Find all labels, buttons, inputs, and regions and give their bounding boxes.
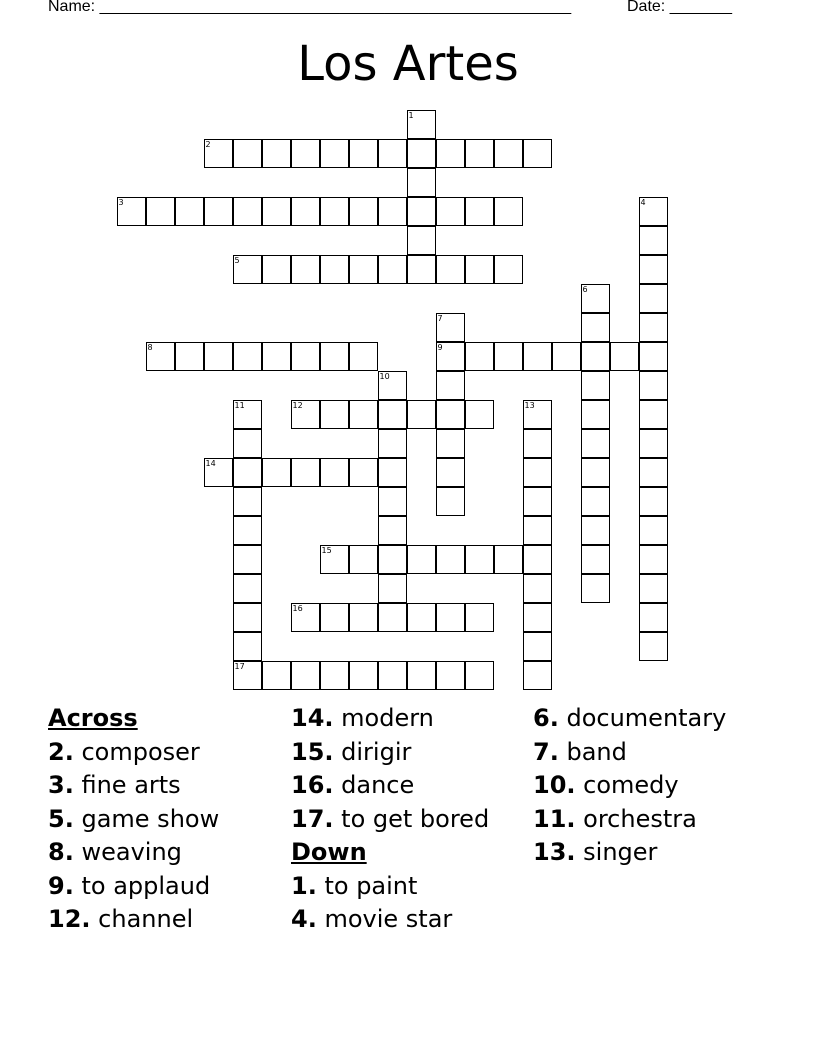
crossword-cell[interactable] [436, 487, 465, 516]
crossword-cell[interactable] [320, 458, 349, 487]
crossword-cell[interactable] [233, 342, 262, 371]
crossword-cell[interactable] [233, 574, 262, 603]
crossword-cell[interactable] [639, 197, 668, 226]
crossword-cell[interactable] [436, 429, 465, 458]
date-field-label: Date: _______ [627, 0, 732, 15]
crossword-cell[interactable] [320, 603, 349, 632]
clue-across-14: 14. modern [291, 704, 434, 732]
crossword-cell[interactable] [407, 603, 436, 632]
crossword-cell[interactable] [639, 487, 668, 516]
crossword-cell[interactable] [320, 545, 349, 574]
clue-number-label: 2 [205, 140, 211, 149]
crossword-cell[interactable] [349, 342, 378, 371]
crossword-cell[interactable] [262, 342, 291, 371]
clue-down-6: 6. documentary [533, 704, 727, 732]
crossword-cell[interactable] [233, 516, 262, 545]
crossword-cell[interactable] [349, 603, 378, 632]
crossword-cell[interactable] [117, 197, 146, 226]
clue-across-2: 2. composer [48, 737, 200, 766]
crossword-cell[interactable] [407, 545, 436, 574]
clue-column-1 [48, 702, 298, 937]
crossword-cell[interactable] [233, 429, 262, 458]
crossword-cell[interactable] [349, 661, 378, 690]
clue-number-label: 16 [292, 604, 303, 613]
crossword-cell[interactable] [349, 458, 378, 487]
crossword-cell[interactable] [494, 255, 523, 284]
crossword-cell[interactable] [436, 255, 465, 284]
crossword-cell[interactable] [581, 516, 610, 545]
crossword-cell[interactable] [523, 545, 552, 574]
crossword-cell[interactable] [378, 400, 407, 429]
crossword-cell[interactable] [465, 603, 494, 632]
crossword-cell[interactable] [378, 429, 407, 458]
clue-column-2 [291, 702, 541, 937]
clue-across-15: 15. dirigir [291, 737, 412, 766]
crossword-cell[interactable] [378, 603, 407, 632]
crossword-cell[interactable] [233, 139, 262, 168]
crossword-cell[interactable] [436, 139, 465, 168]
crossword-cell[interactable] [465, 661, 494, 690]
crossword-cell[interactable] [233, 197, 262, 226]
crossword-cell[interactable] [581, 487, 610, 516]
crossword-cell[interactable] [523, 139, 552, 168]
crossword-cell[interactable] [523, 574, 552, 603]
crossword-cell[interactable] [581, 458, 610, 487]
clue-number-label: 5 [234, 256, 240, 265]
crossword-cell[interactable] [436, 545, 465, 574]
crossword-cell[interactable] [233, 603, 262, 632]
crossword-cell[interactable] [378, 545, 407, 574]
clue-number-label: 12 [292, 401, 303, 410]
crossword-cell[interactable] [204, 197, 233, 226]
clue-down-10: 10. comedy [533, 771, 679, 799]
clue-number-label: 15 [321, 546, 332, 555]
crossword-cell[interactable] [639, 429, 668, 458]
crossword-cell[interactable] [639, 371, 668, 400]
crossword-cell[interactable] [378, 516, 407, 545]
crossword-cell[interactable] [581, 574, 610, 603]
crossword-cell[interactable] [639, 458, 668, 487]
crossword-cell[interactable] [349, 197, 378, 226]
crossword-cell[interactable] [204, 342, 233, 371]
crossword-cell[interactable] [407, 255, 436, 284]
clue-down-13: 13. singer [533, 838, 658, 866]
crossword-cell[interactable] [233, 632, 262, 661]
clue-number-label: 14 [205, 459, 216, 468]
crossword-cell[interactable] [494, 139, 523, 168]
crossword-cell[interactable] [407, 110, 436, 139]
crossword-cell[interactable] [436, 458, 465, 487]
crossword-cell[interactable] [639, 574, 668, 603]
crossword-cell[interactable] [146, 342, 175, 371]
crossword-cell[interactable] [204, 139, 233, 168]
crossword-cell[interactable] [465, 342, 494, 371]
crossword-cell[interactable] [407, 168, 436, 197]
crossword-cell[interactable] [523, 632, 552, 661]
crossword-cell[interactable] [378, 255, 407, 284]
crossword-cell[interactable] [639, 313, 668, 342]
crossword-cell[interactable] [581, 313, 610, 342]
crossword-cell[interactable] [639, 603, 668, 632]
crossword-cell[interactable] [291, 139, 320, 168]
crossword-cell[interactable] [581, 545, 610, 574]
crossword-cell[interactable] [581, 400, 610, 429]
crossword-cell[interactable] [523, 516, 552, 545]
clue-number-label: 3 [118, 198, 124, 207]
crossword-cell[interactable] [436, 342, 465, 371]
crossword-cell[interactable] [494, 197, 523, 226]
crossword-cell[interactable] [465, 255, 494, 284]
crossword-cell[interactable] [262, 139, 291, 168]
clue-across-3: 3. fine arts [48, 771, 181, 799]
crossword-cell[interactable] [523, 342, 552, 371]
clue-number-label: 13 [524, 401, 535, 410]
clue-across-8: 8. weaving [48, 838, 182, 866]
clue-number-label: 11 [234, 401, 245, 410]
crossword-cell[interactable] [320, 661, 349, 690]
crossword-cell[interactable] [523, 603, 552, 632]
crossword-cell[interactable] [494, 342, 523, 371]
crossword-cell[interactable] [581, 429, 610, 458]
crossword-cell[interactable] [233, 487, 262, 516]
crossword-cell[interactable] [233, 661, 262, 690]
clue-number-label: 17 [234, 662, 245, 671]
down-heading: Down [291, 838, 367, 866]
crossword-cell[interactable] [378, 661, 407, 690]
clue-number-label: 4 [640, 198, 646, 207]
clue-number-label: 6 [582, 285, 588, 294]
crossword-cell[interactable] [407, 197, 436, 226]
crossword-cell[interactable] [639, 284, 668, 313]
clue-number-label: 8 [147, 343, 153, 352]
crossword-cell[interactable] [320, 139, 349, 168]
crossword-cell[interactable] [523, 400, 552, 429]
crossword-cell[interactable] [349, 545, 378, 574]
crossword-cell[interactable] [581, 371, 610, 400]
crossword-cell[interactable] [523, 487, 552, 516]
crossword-cell[interactable] [349, 400, 378, 429]
clue-column-3 [533, 702, 783, 870]
across-heading: Across [48, 704, 138, 732]
crossword-cell[interactable] [378, 574, 407, 603]
crossword-cell[interactable] [436, 661, 465, 690]
crossword-cell[interactable] [407, 226, 436, 255]
crossword-cell[interactable] [262, 661, 291, 690]
crossword-cell[interactable] [233, 545, 262, 574]
clue-down-4: 4. movie star [291, 905, 453, 933]
crossword-cell[interactable] [175, 197, 204, 226]
clue-number-label: 9 [437, 343, 443, 352]
crossword-cell[interactable] [291, 400, 320, 429]
crossword-cell[interactable] [639, 400, 668, 429]
crossword-cell[interactable] [523, 429, 552, 458]
crossword-cell[interactable] [436, 400, 465, 429]
crossword-cell[interactable] [581, 342, 610, 371]
clue-down-7: 7. band [533, 737, 627, 766]
clue-across-17: 17. to get bored [291, 804, 490, 833]
crossword-cell[interactable] [262, 197, 291, 226]
crossword-cell[interactable] [639, 226, 668, 255]
crossword-cell[interactable] [262, 255, 291, 284]
name-field-label: Name: _____________________________________________________ [48, 0, 572, 15]
crossword-cell[interactable] [494, 545, 523, 574]
crossword-cell[interactable] [378, 487, 407, 516]
clue-down-1: 1. to paint [291, 871, 418, 900]
crossword-cell[interactable] [639, 516, 668, 545]
crossword-cell[interactable] [407, 139, 436, 168]
crossword-cell[interactable] [320, 342, 349, 371]
crossword-cell[interactable] [465, 400, 494, 429]
crossword-cell[interactable] [291, 255, 320, 284]
crossword-cell[interactable] [349, 139, 378, 168]
clue-number-label: 1 [408, 111, 414, 120]
crossword-cell[interactable] [523, 458, 552, 487]
crossword-cell[interactable] [523, 661, 552, 690]
crossword-cell[interactable] [436, 313, 465, 342]
crossword-cell[interactable] [378, 371, 407, 400]
crossword-cell[interactable] [320, 400, 349, 429]
crossword-cell[interactable] [407, 400, 436, 429]
crossword-cell[interactable] [465, 197, 494, 226]
crossword-cell[interactable] [581, 284, 610, 313]
crossword-cell[interactable] [146, 197, 175, 226]
crossword-cell[interactable] [378, 458, 407, 487]
crossword-cell[interactable] [233, 255, 262, 284]
clue-number-label: 10 [379, 372, 390, 381]
crossword-cell[interactable] [291, 603, 320, 632]
crossword-cell[interactable] [552, 342, 581, 371]
crossword-cell[interactable] [465, 545, 494, 574]
crossword-cell[interactable] [610, 342, 639, 371]
clue-across-16: 16. dance [291, 771, 415, 799]
crossword-cell[interactable] [320, 255, 349, 284]
crossword-cell[interactable] [436, 603, 465, 632]
crossword-cell[interactable] [639, 632, 668, 661]
crossword-cell[interactable] [436, 197, 465, 226]
clue-down-11: 11. orchestra [533, 804, 697, 833]
crossword-cell[interactable] [291, 661, 320, 690]
crossword-cell[interactable] [320, 197, 349, 226]
crossword-cell[interactable] [291, 197, 320, 226]
crossword-cell[interactable] [378, 139, 407, 168]
crossword-cell[interactable] [349, 255, 378, 284]
clue-across-12: 12. channel [48, 905, 194, 933]
crossword-cell[interactable] [233, 400, 262, 429]
clue-across-9: 9. to applaud [48, 871, 211, 900]
clue-number-label: 7 [437, 314, 443, 323]
crossword-cell[interactable] [639, 545, 668, 574]
crossword-cell[interactable] [639, 342, 668, 371]
crossword-cell[interactable] [465, 139, 494, 168]
clue-across-5: 5. game show [48, 804, 220, 833]
crossword-cell[interactable] [407, 661, 436, 690]
crossword-cell[interactable] [291, 458, 320, 487]
crossword-cell[interactable] [262, 458, 291, 487]
crossword-cell[interactable] [378, 197, 407, 226]
crossword-cell[interactable] [233, 458, 262, 487]
crossword-cell[interactable] [175, 342, 204, 371]
crossword-cell[interactable] [436, 371, 465, 400]
crossword-cell[interactable] [204, 458, 233, 487]
page-title: Los Artes [297, 36, 519, 92]
crossword-cell[interactable] [639, 255, 668, 284]
crossword-cell[interactable] [291, 342, 320, 371]
